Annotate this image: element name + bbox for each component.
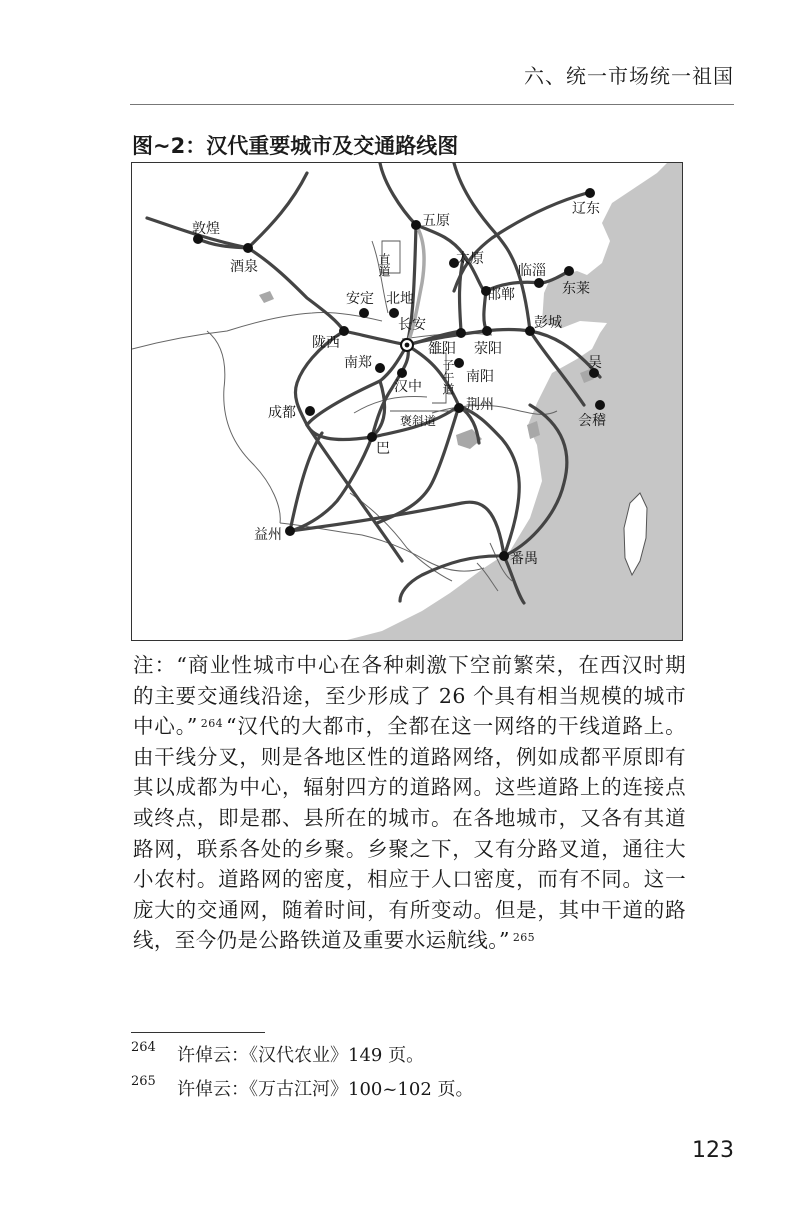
footnote-264 [131,1041,424,1067]
city-dot-nanyang [454,358,464,368]
city-dot-anding [359,308,369,318]
city-dot-luoyang [456,328,466,338]
label-longxi: 陇西 [312,335,340,351]
footnote-text: 许倬云：《汉代农业》149 页。 [177,1045,425,1066]
label-dunhuang: 敦煌 [192,221,220,237]
footnote-ref-264: 264 [200,717,223,731]
label-handan: 邯郸 [487,287,515,303]
lake-west [259,291,274,303]
city-dot-panyu [499,551,509,561]
label-jingzhou: 荆州 [466,397,494,413]
city-dot-jingzhou [454,403,464,413]
city-dot-linzi [534,278,544,288]
city-dot-nanzheng [375,363,385,373]
footnote-number: 264 [131,1040,156,1055]
label-nanyang: 南阳 [466,369,494,385]
footnote-number: 265 [131,1074,156,1089]
label-baoxiedao: 褒斜道 [400,414,437,428]
footnote-text: 许倬云：《万古江河》100~102 页。 [177,1079,474,1100]
label-chengdu: 成都 [268,405,296,421]
han-dynasty-map [132,163,682,640]
city-dot-yizhou [285,526,295,536]
label-anding: 安定 [346,291,374,307]
label-luoyang: 雒阳 [428,341,456,357]
label-nanzheng: 南郑 [344,355,372,371]
label-xingyang: 荥阳 [474,341,502,357]
city-dot-hanzhong [397,368,407,378]
figure-title: 图~2：汉代重要城市及交通路线图 [132,134,459,158]
header-rule [130,104,734,105]
city-dot-chengdu [305,406,315,416]
label-ziwudao: 子午道 [441,359,455,395]
label-linzi: 临淄 [518,263,546,279]
city-dot-donglai [564,266,574,276]
quote-one: 注：“商业性城市中心在各种刺激下空前繁荣，在西汉时期的主要交通线沿途，至少形成了 26 个具有相当规模的城市中心。” [133,653,686,739]
label-panyu: 番禺 [510,551,538,567]
label-liaodong: 辽东 [572,201,600,217]
quote-two: “汉代的大都市，全都在这一网络的干线道路上。由干线分叉，则是各地区性的道路网络，例如成都平原即有其以成都为中心，辐射四方的道路网。这些道路上的连接点或终点，即是郡、县所在的城市。在各地城市，又各有其道路网，联系各处的乡聚。乡聚之下，又有分路叉道，通往大小农村。道路网的密度，相应于人口密度，而有不同。这一庞大的交通网，随着时间，有所变动。但是，其中干道的路线，至今仍是公路铁道及重要水运航线。” [133,714,686,953]
label-kuaiji: 会稽 [578,413,606,429]
running-head: 六、统一市场统一祖国 [524,64,734,88]
label-wu: 吴 [588,355,602,371]
label-ba: 巴 [376,441,390,457]
capital-marker-changan-core [405,343,410,348]
city-dot-jiuquan [243,243,253,253]
city-dot-kuaiji [595,400,605,410]
footnote-rule [131,1032,265,1033]
label-zhidao: 直道 [377,253,391,277]
label-jiuquan: 酒泉 [230,259,258,275]
footnote-265 [131,1075,474,1101]
label-yizhou: 益州 [254,527,282,543]
label-beidi: 北地 [386,291,414,307]
annotation-paragraph [133,650,686,956]
label-donglai: 东莱 [562,281,590,297]
city-dot-liaodong [585,188,595,198]
city-dot-xingyang [482,326,492,336]
label-wuyuan: 五原 [422,213,450,229]
page-number: 123 [692,1138,734,1163]
label-pengcheng: 彭城 [534,315,562,331]
label-hanzhong: 汉中 [394,379,422,395]
label-taiyuan: 太原 [456,251,484,267]
city-dot-wuyuan [411,220,421,230]
footnote-ref-265: 265 [512,931,536,945]
label-changan: 长安 [398,317,426,333]
city-dot-longxi [339,326,349,336]
map-figure [131,162,683,641]
